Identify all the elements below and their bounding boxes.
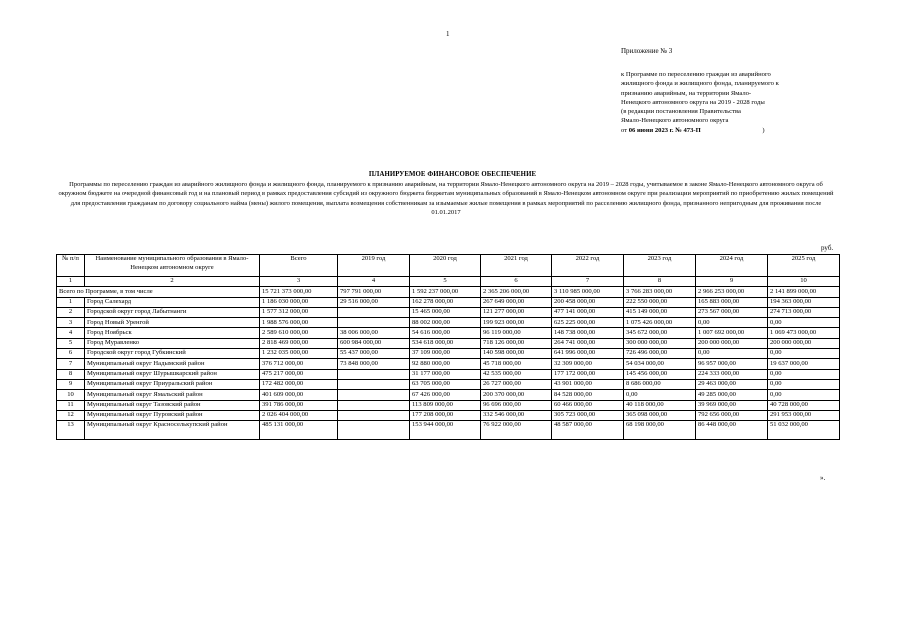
municipality-name: Муниципальный округ Красноселькупский район bbox=[85, 421, 260, 440]
resolution-date: 06 июня 2023 г. № 473-П bbox=[628, 126, 701, 134]
amount-cell: 415 149 000,00 bbox=[624, 307, 696, 317]
closing-mark: ». bbox=[820, 474, 826, 482]
amount-cell: 172 482 000,00 bbox=[260, 379, 338, 389]
amount-cell: 534 618 000,00 bbox=[410, 338, 481, 348]
amount-cell: 401 609 000,00 bbox=[260, 390, 338, 400]
amount-cell: 1 075 426 000,00 bbox=[624, 318, 696, 328]
table-row bbox=[57, 338, 840, 348]
column-number: 7 bbox=[552, 277, 624, 287]
amount-cell: 162 278 000,00 bbox=[410, 297, 481, 307]
amount-cell: 273 567 000,00 bbox=[696, 307, 768, 317]
units-label: руб. bbox=[821, 244, 834, 252]
amount-cell: 0,00 bbox=[768, 369, 840, 379]
amount-cell: 641 996 000,00 bbox=[552, 349, 624, 359]
amount-cell: 391 786 000,00 bbox=[260, 400, 338, 410]
amount-cell: 19 637 000,00 bbox=[768, 359, 840, 369]
column-number: 9 bbox=[696, 277, 768, 287]
amount-cell: 45 718 000,00 bbox=[481, 359, 552, 369]
amount-cell: 121 277 000,00 bbox=[481, 307, 552, 317]
amount-cell: 726 496 000,00 bbox=[624, 349, 696, 359]
amount-cell: 60 466 000,00 bbox=[552, 400, 624, 410]
table-row bbox=[57, 307, 840, 317]
amount-cell: 39 969 000,00 bbox=[696, 400, 768, 410]
amount-cell: 8 686 000,00 bbox=[624, 379, 696, 389]
amount-cell: 0,00 bbox=[696, 349, 768, 359]
column-header: № п/п bbox=[57, 255, 85, 277]
amount-cell: 42 535 000,00 bbox=[481, 369, 552, 379]
amount-cell: 267 649 000,00 bbox=[481, 297, 552, 307]
amount-cell: 40 728 000,00 bbox=[768, 400, 840, 410]
amount-cell: 332 546 000,00 bbox=[481, 410, 552, 420]
amount-cell: 15 465 000,00 bbox=[410, 307, 481, 317]
column-number: 4 bbox=[338, 277, 410, 287]
annotation-line: (в редакции постановления Правительства bbox=[621, 108, 741, 116]
municipality-name: Муниципальный округ Надымский район bbox=[85, 359, 260, 369]
header-row bbox=[57, 255, 840, 277]
table-row bbox=[57, 349, 840, 359]
amount-cell: 165 883 000,00 bbox=[696, 297, 768, 307]
municipality-name: Муниципальный округ Пуровский район bbox=[85, 410, 260, 420]
amount-cell: 148 738 000,00 bbox=[552, 328, 624, 338]
amount-cell: 200 370 000,00 bbox=[481, 390, 552, 400]
amount-cell: 54 616 000,00 bbox=[410, 328, 481, 338]
amount-cell: 194 363 000,00 bbox=[768, 297, 840, 307]
amount-cell: 68 198 000,00 bbox=[624, 421, 696, 440]
amount-cell: 1 007 692 000,00 bbox=[696, 328, 768, 338]
column-number: 6 bbox=[481, 277, 552, 287]
column-number: 5 bbox=[410, 277, 481, 287]
amount-cell: 0,00 bbox=[768, 349, 840, 359]
table-row bbox=[57, 369, 840, 379]
table-row bbox=[57, 318, 840, 328]
funding-table bbox=[56, 254, 840, 440]
amount-cell: 55 437 000,00 bbox=[338, 349, 410, 359]
column-header: Наименование муниципального образования в Ямало-Ненецком автономном округе bbox=[85, 255, 260, 277]
amount-cell: 345 672 000,00 bbox=[624, 328, 696, 338]
row-number: 1 bbox=[57, 297, 85, 307]
row-number: 13 bbox=[57, 421, 85, 440]
amount-cell: 43 901 000,00 bbox=[552, 379, 624, 389]
annotation-line: Ненецкого автономного округа на 2019 - 2028 годы bbox=[621, 98, 765, 106]
table-row bbox=[57, 328, 840, 338]
row-number: 12 bbox=[57, 410, 85, 420]
total-value: 15 721 373 000,00 bbox=[260, 287, 338, 297]
amount-cell: 26 727 000,00 bbox=[481, 379, 552, 389]
column-number: 2 bbox=[85, 277, 260, 287]
municipality-name: Город Ноябрьск bbox=[85, 328, 260, 338]
amount-cell: 37 109 000,00 bbox=[410, 349, 481, 359]
amount-cell: 73 848 000,00 bbox=[338, 359, 410, 369]
amount-cell: 305 723 000,00 bbox=[552, 410, 624, 420]
column-number: 3 bbox=[260, 277, 338, 287]
amount-cell: 2 589 610 000,00 bbox=[260, 328, 338, 338]
amount-cell: 200 000 000,00 bbox=[696, 338, 768, 348]
amount-cell: 63 705 000,00 bbox=[410, 379, 481, 389]
amount-cell: 67 426 000,00 bbox=[410, 390, 481, 400]
column-header: 2020 год bbox=[410, 255, 481, 277]
municipality-name: Город Муравленко bbox=[85, 338, 260, 348]
annotation-line: к Программе по переселению граждан из аварийного bbox=[621, 71, 771, 78]
row-number: 7 bbox=[57, 359, 85, 369]
amount-cell bbox=[338, 421, 410, 440]
amount-cell: 54 034 000,00 bbox=[624, 359, 696, 369]
municipality-name: Город Салехард bbox=[85, 297, 260, 307]
amount-cell: 153 944 000,00 bbox=[410, 421, 481, 440]
amount-cell: 0,00 bbox=[624, 390, 696, 400]
amount-cell: 1 988 576 000,00 bbox=[260, 318, 338, 328]
municipality-name: Муниципальный округ Тазовский район bbox=[85, 400, 260, 410]
amount-cell: 200 000 000,00 bbox=[768, 338, 840, 348]
amount-cell: 485 131 000,00 bbox=[260, 421, 338, 440]
amount-cell: 200 458 000,00 bbox=[552, 297, 624, 307]
annotation-line: жилищного фонда и жилищного фонда, планируемого к bbox=[621, 80, 779, 88]
table-row bbox=[57, 359, 840, 369]
amount-cell: 264 741 000,00 bbox=[552, 338, 624, 348]
amount-cell: 0,00 bbox=[768, 390, 840, 400]
amount-cell: 2 026 404 000,00 bbox=[260, 410, 338, 420]
amount-cell: 29 516 000,00 bbox=[338, 297, 410, 307]
total-value: 797 791 000,00 bbox=[338, 287, 410, 297]
total-value: 3 766 283 000,00 bbox=[624, 287, 696, 297]
column-header: 2021 год bbox=[481, 255, 552, 277]
table-body bbox=[57, 287, 840, 440]
amount-cell: 376 712 000,00 bbox=[260, 359, 338, 369]
row-number: 8 bbox=[57, 369, 85, 379]
amount-cell: 145 456 000,00 bbox=[624, 369, 696, 379]
amount-cell: 792 656 000,00 bbox=[696, 410, 768, 420]
amount-cell: 51 032 000,00 bbox=[768, 421, 840, 440]
amount-cell bbox=[338, 410, 410, 420]
column-number: 10 bbox=[768, 277, 840, 287]
appendix-annotation bbox=[621, 70, 841, 135]
table-row bbox=[57, 297, 840, 307]
total-row bbox=[57, 287, 840, 297]
amount-cell: 477 141 000,00 bbox=[552, 307, 624, 317]
column-header: 2022 год bbox=[552, 255, 624, 277]
table-row bbox=[57, 421, 840, 440]
table-row bbox=[57, 390, 840, 400]
amount-cell: 0,00 bbox=[768, 379, 840, 389]
amount-cell: 224 333 000,00 bbox=[696, 369, 768, 379]
amount-cell: 49 285 000,00 bbox=[696, 390, 768, 400]
amount-cell bbox=[338, 369, 410, 379]
row-number: 9 bbox=[57, 379, 85, 389]
amount-cell: 86 448 000,00 bbox=[696, 421, 768, 440]
amount-cell: 1 577 312 000,00 bbox=[260, 307, 338, 317]
amount-cell: 88 002 000,00 bbox=[410, 318, 481, 328]
amount-cell: 0,00 bbox=[696, 318, 768, 328]
amount-cell: 113 809 000,00 bbox=[410, 400, 481, 410]
column-number: 8 bbox=[624, 277, 696, 287]
municipality-name: Муниципальный округ Ямальский район bbox=[85, 390, 260, 400]
amount-cell: 2 818 469 000,00 bbox=[260, 338, 338, 348]
amount-cell: 40 118 000,00 bbox=[624, 400, 696, 410]
row-number: 4 bbox=[57, 328, 85, 338]
amount-cell: 92 880 000,00 bbox=[410, 359, 481, 369]
amount-cell bbox=[338, 307, 410, 317]
total-label: Всего по Программе, в том числе bbox=[57, 287, 260, 297]
amount-cell: 365 098 000,00 bbox=[624, 410, 696, 420]
total-value: 2 966 253 000,00 bbox=[696, 287, 768, 297]
amount-cell: 48 587 000,00 bbox=[552, 421, 624, 440]
column-header: 2024 год bbox=[696, 255, 768, 277]
annotation-line: признанию аварийным, на территории Ямало- bbox=[621, 89, 752, 97]
total-value: 1 592 237 000,00 bbox=[410, 287, 481, 297]
column-number-row bbox=[57, 277, 840, 287]
amount-cell: 31 177 000,00 bbox=[410, 369, 481, 379]
amount-cell: 177 172 000,00 bbox=[552, 369, 624, 379]
amount-cell bbox=[338, 318, 410, 328]
table-row bbox=[57, 410, 840, 420]
amount-cell: 199 923 000,00 bbox=[481, 318, 552, 328]
amount-cell: 177 208 000,00 bbox=[410, 410, 481, 420]
row-number: 2 bbox=[57, 307, 85, 317]
municipality-name: Городской округ город Лабытнанги bbox=[85, 307, 260, 317]
total-value: 2 141 899 000,00 bbox=[768, 287, 840, 297]
amount-cell: 140 598 000,00 bbox=[481, 349, 552, 359]
amount-cell: 76 922 000,00 bbox=[481, 421, 552, 440]
row-number: 10 bbox=[57, 390, 85, 400]
amount-cell: 1 232 035 000,00 bbox=[260, 349, 338, 359]
amount-cell: 32 309 000,00 bbox=[552, 359, 624, 369]
amount-cell bbox=[338, 390, 410, 400]
row-number: 5 bbox=[57, 338, 85, 348]
amount-cell: 300 000 000,00 bbox=[624, 338, 696, 348]
page-number: 1 bbox=[446, 30, 450, 38]
date-prefix: от bbox=[621, 126, 628, 134]
document-subtitle: Программы по переселению граждан из аварийного жилищного фонда и жилищного фонда, планируемого к признанию аварийным, на территории Ямало-Ненецкого автономного округа на 2019 – 2028 годы, учитываемое в законе Ямало-Ненецкого автономного округа об окружном бюджете на очередной финансовый год и на плановый период в рамках предоставления субсидий из окружного бюджета бюджетам муниципальных образований в Ямало-Ненецком автономном округе при реализации мероприятий по приобретению жилых помещений для предоставления гражданам по договору социального найма (мены) жилого помещения, выплата возмещения собственникам за изымаемые жилые помещения в рамках мероприятий по расселению жилищного фонда, признанного непригодным для проживания после 01.01.2017 bbox=[58, 181, 834, 217]
amount-cell: 96 696 000,00 bbox=[481, 400, 552, 410]
amount-cell: 274 713 000,00 bbox=[768, 307, 840, 317]
appendix-label: Приложение № 3 bbox=[621, 47, 673, 55]
total-value: 2 365 206 000,00 bbox=[481, 287, 552, 297]
municipality-name: Городской округ город Губкинский bbox=[85, 349, 260, 359]
column-header: Всего bbox=[260, 255, 338, 277]
total-value: 3 110 985 000,00 bbox=[552, 287, 624, 297]
annotation-line: Ямало-Ненецкого автономного округа bbox=[621, 117, 729, 125]
amount-cell: 475 217 000,00 bbox=[260, 369, 338, 379]
amount-cell: 84 528 000,00 bbox=[552, 390, 624, 400]
column-header: 2019 год bbox=[338, 255, 410, 277]
amount-cell bbox=[338, 400, 410, 410]
amount-cell: 600 984 000,00 bbox=[338, 338, 410, 348]
municipality-name: Город Новый Уренгой bbox=[85, 318, 260, 328]
municipality-name: Муниципальный округ Приуральский район bbox=[85, 379, 260, 389]
amount-cell: 96 119 000,00 bbox=[481, 328, 552, 338]
row-number: 6 bbox=[57, 349, 85, 359]
amount-cell: 38 006 000,00 bbox=[338, 328, 410, 338]
amount-cell: 1 069 473 000,00 bbox=[768, 328, 840, 338]
column-header: 2023 год bbox=[624, 255, 696, 277]
table-row bbox=[57, 400, 840, 410]
column-header: 2025 год bbox=[768, 255, 840, 277]
closing-paren: ) bbox=[762, 126, 765, 134]
document-title: ПЛАНИРУЕМОЕ ФИНАНСОВОЕ ОБЕСПЕЧЕНИЕ bbox=[368, 171, 537, 178]
amount-cell: 222 550 000,00 bbox=[624, 297, 696, 307]
amount-cell: 0,00 bbox=[768, 318, 840, 328]
row-number: 3 bbox=[57, 318, 85, 328]
amount-cell bbox=[338, 379, 410, 389]
amount-cell: 96 957 000,00 bbox=[696, 359, 768, 369]
amount-cell: 625 225 000,00 bbox=[552, 318, 624, 328]
amount-cell: 718 126 000,00 bbox=[481, 338, 552, 348]
amount-cell: 1 186 030 000,00 bbox=[260, 297, 338, 307]
municipality-name: Муниципальный округ Шурышкарский район bbox=[85, 369, 260, 379]
table-row bbox=[57, 379, 840, 389]
amount-cell: 29 463 000,00 bbox=[696, 379, 768, 389]
annotation-date-line bbox=[621, 126, 841, 135]
column-number: 1 bbox=[57, 277, 85, 287]
row-number: 11 bbox=[57, 400, 85, 410]
amount-cell: 291 953 000,00 bbox=[768, 410, 840, 420]
